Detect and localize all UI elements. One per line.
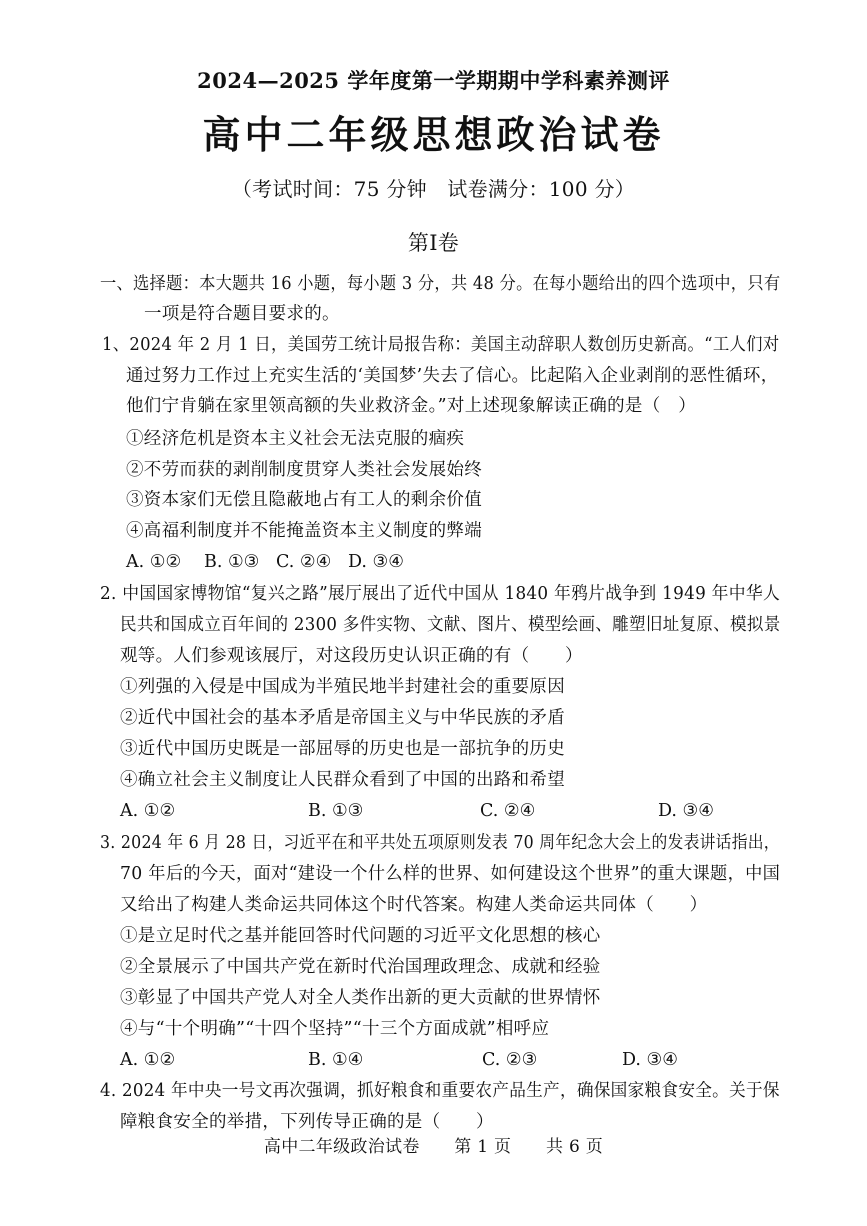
- exam-info: （考试时间：75 分钟 试卷满分：100 分）: [231, 177, 636, 201]
- question-item: ①经济危机是资本主义社会无法克服的痼疾: [126, 429, 465, 449]
- question-stem-line: 又给出了构建人类命运共同体这个时代答案。构建人类命运共同体（ ）: [120, 895, 708, 915]
- instructions-line: 一、选择题：本大题共 16 小题，每小题 3 分，共 48 分。在每小题给出的四个选项中，只有: [100, 274, 781, 294]
- question-item: ①是立足时代之基并能回答时代问题的习近平文化思想的核心: [120, 926, 601, 946]
- question-item: ②近代中国社会的基本矛盾是帝国主义与中华民族的矛盾: [120, 708, 565, 728]
- option-d: D. ③④: [658, 801, 714, 821]
- question-stem-line: 4. 2024 年中央一号文再次强调，抓好粮食和重要农产品生产，确保国家粮食安全。关于保: [100, 1081, 780, 1101]
- question-stem-line: 民共和国成立百年间的 2300 多件实物、文献、图片、模型绘画、雕塑旧址复原、模拟景: [120, 615, 781, 635]
- option-b: B. ①④: [308, 1050, 364, 1070]
- option-c: C. ②④: [480, 801, 536, 821]
- question-stem-line: 观等。人们参观该展厅，对这段历史认识正确的有（ ）: [120, 646, 583, 666]
- question-item: ④与“十个明确”“十四个坚持”“十三个方面成就”相呼应: [120, 1019, 550, 1039]
- question-stem-line: 1、2024 年 2 月 1 日，美国劳工统计局报告称：美国主动辞职人数创历史新高。“工人们对: [102, 335, 780, 355]
- question-item: ③近代中国历史既是一部屈辱的历史也是一部抗争的历史: [120, 739, 565, 759]
- question-item: ②全景展示了中国共产党在新时代治国理政理念、成就和经验: [120, 957, 601, 977]
- option-b: B. ①③: [204, 552, 260, 572]
- question-item: ④高福利制度并不能掩盖资本主义制度的弊端: [126, 521, 482, 541]
- question-stem-line: 通过努力工作过上充实生活的‘美国梦’失去了信心。比起陷入企业剥削的恶性循环，: [126, 366, 779, 386]
- option-c: C. ②③: [482, 1050, 538, 1070]
- question-stem-line: 他们宁肯躺在家里领高额的失业救济金。”对上述现象解读正确的是（ ）: [126, 396, 697, 416]
- option-a: A. ①②: [120, 1050, 176, 1070]
- option-a: A. ①②: [120, 801, 176, 821]
- question-item: ④确立社会主义制度让人民群众看到了中国的出路和希望: [120, 770, 565, 790]
- exam-title: 2024—2025 学年度第一学期期中学科素养测评: [197, 68, 670, 93]
- option-d: D. ③④: [622, 1050, 678, 1070]
- question-stem-line: 3. 2024 年 6 月 28 日，习近平在和平共处五项原则发表 70 周年纪念大会上的发表讲话指出，: [100, 833, 780, 853]
- option-d: D. ③④: [348, 552, 404, 572]
- question-stem-line: 70 年后的今天，面对“建设一个什么样的世界、如何建设这个世界”的重大课题，中国: [120, 864, 781, 884]
- instructions-line: 一项是符合题目要求的。: [144, 304, 340, 324]
- question-item: ③彰显了中国共产党人对全人类作出新的更大贡献的世界情怀: [120, 988, 601, 1008]
- option-b: B. ①③: [308, 801, 364, 821]
- page-footer: 高中二年级政治试卷 第 1 页 共 6 页: [263, 1137, 604, 1157]
- question-stem-line: 障粮食安全的举措，下列传导正确的是（ ）: [120, 1112, 494, 1132]
- main-title: 高中二年级思想政治试卷: [202, 112, 665, 157]
- question-item: ①列强的入侵是中国成为半殖民地半封建社会的重要原因: [120, 677, 565, 697]
- question-stem-line: 2. 中国国家博物馆“复兴之路”展厅展出了近代中国从 1840 年鸦片战争到 1949 年中华人: [100, 584, 781, 604]
- question-item: ③资本家们无偿且隐蔽地占有工人的剩余价值: [126, 490, 482, 510]
- option-c: C. ②④: [276, 552, 332, 572]
- question-item: ②不劳而获的剥削制度贯穿人类社会发展始终: [126, 460, 482, 480]
- option-a: A. ①②: [126, 552, 182, 572]
- section-title: 第Ⅰ卷: [407, 231, 460, 255]
